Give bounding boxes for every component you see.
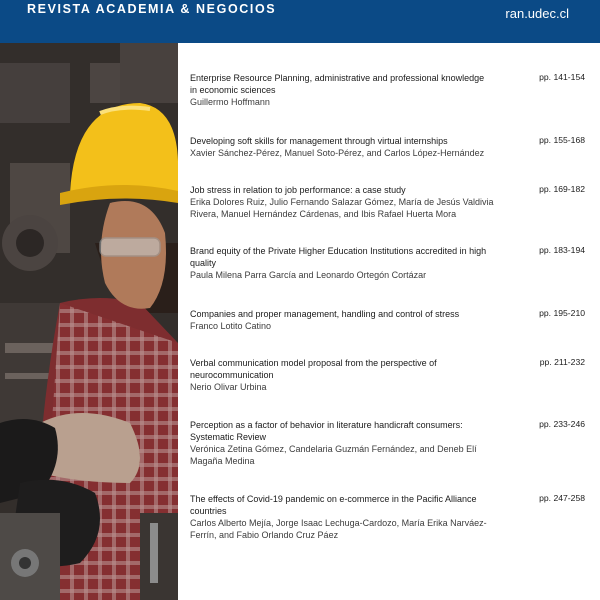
toc-entry[interactable] [190,419,585,467]
article-title[interactable]: Perception as a factor of behavior in literature handicraft consumers: Systematic Review [190,420,463,442]
journal-header [0,0,600,43]
toc-entry[interactable] [190,184,585,220]
article-title[interactable]: Verbal communication model proposal from the perspective of neurocommunication [190,358,437,380]
article-authors: Paula Milena Parra García and Leonardo Ortegón Cortázar [190,270,427,280]
article-authors: Xavier Sánchez-Pérez, Manuel Soto-Pérez, and Carlos López-Hernández [190,148,485,158]
article-title[interactable]: Job stress in relation to job performance: a case study [190,185,406,195]
article-pages: pp. 155-168 [539,135,585,145]
toc-entry[interactable] [190,72,585,108]
toc-entry[interactable] [190,135,585,159]
article-title[interactable]: Companies and proper management, handling and control of stress [190,309,460,319]
article-title[interactable]: Developing soft skills for management through virtual internships [190,136,448,146]
table-of-contents [178,43,600,600]
toc-entry[interactable] [190,493,585,541]
article-authors: Erika Dolores Ruiz, Julio Fernando Salazar Gómez, María de Jesús Valdivia Rivera, Manuel Hernández Cárdenas, and Ibis Rafael Huerta Mora [190,197,494,219]
toc-entry[interactable] [190,308,585,332]
article-pages: pp. 195-210 [539,308,585,318]
toc-entry[interactable] [190,357,585,393]
article-authors: Guillermo Hoffmann [190,97,270,107]
article-authors: Verónica Zetina Gómez, Candelaria Guzmán Fernández, and Deneb Elí Magaña Medina [190,444,477,466]
article-pages: pp. 247-258 [539,493,585,503]
article-authors: Nerio Olivar Urbina [190,382,267,392]
article-title[interactable]: The effects of Covid-19 pandemic on e-commerce in the Pacific Alliance countries [190,494,477,516]
toc-entry[interactable] [190,245,585,281]
article-pages: pp. 183-194 [539,245,585,255]
article-pages: pp. 233-246 [539,419,585,429]
article-pages: pp. 211-232 [539,357,585,367]
cover-photo-worker [0,43,178,600]
article-pages: pp. 169-182 [539,184,585,194]
article-pages: pp. 141-154 [539,72,585,82]
site-url[interactable]: ran.udec.cl [505,6,569,21]
journal-name: REVISTA ACADEMIA & NEGOCIOS [27,2,277,16]
article-authors: Carlos Alberto Mejía, Jorge Isaac Lechuga-Cardozo, María Erika Narváez-Ferrín, and Fabio Orlando Cruz Páez [190,518,487,540]
article-title[interactable]: Enterprise Resource Planning, administrative and professional knowledge in economic sciences [190,73,485,95]
article-authors: Franco Lotito Catino [190,321,272,331]
article-title[interactable]: Brand equity of the Private Higher Education Institutions accredited in high quality [190,246,487,268]
